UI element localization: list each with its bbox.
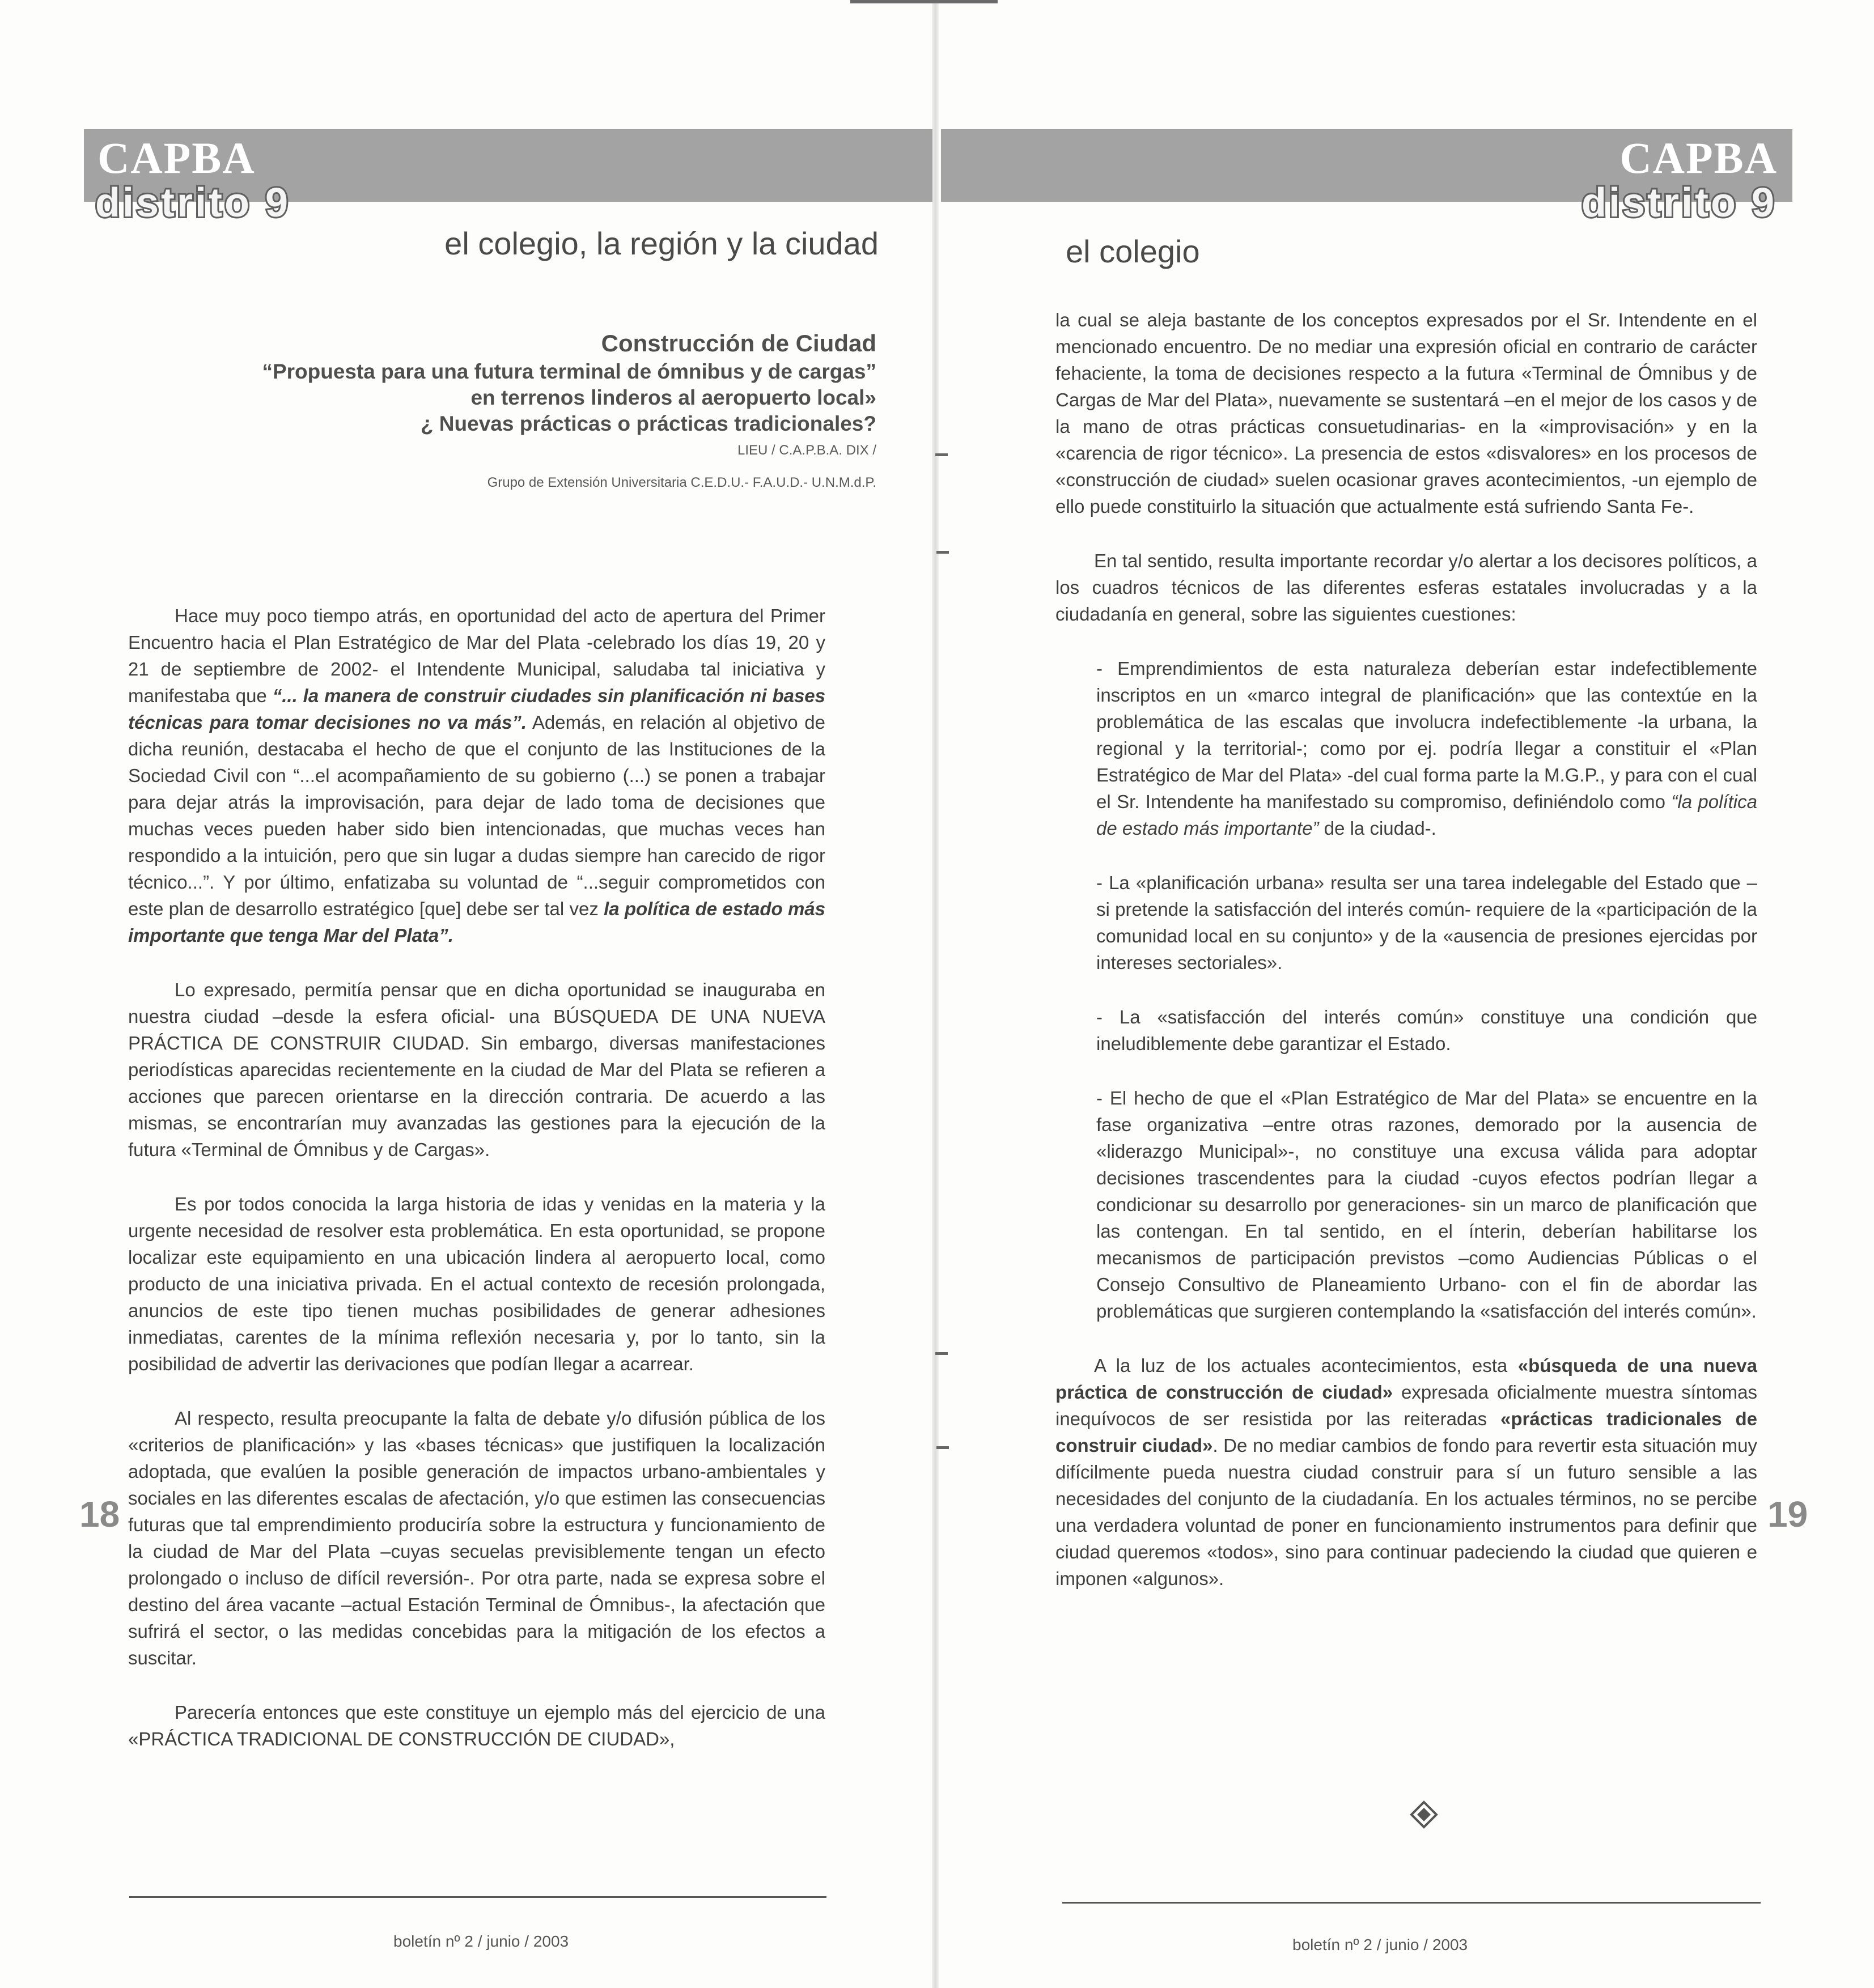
capba-emblem-icon (1409, 1800, 1439, 1829)
paragraph: A la luz de los actuales acontecimientos, esta «búsqueda de una nueva práctica de construcción de ciudad» expresada oficialmente muestra síntomas inequívocos de ser resistida por las reiteradas «prácticas tradicionales de construir ciudad». De no mediar cambios de fondo para revertir esta situación muy difícilmente pueda nuestra ciudad construir para sí un futuro sensible a las necesidades del conjunto de la ciudadanía. En los actuales términos, no se percibe una verdadera voluntad de poner en funcionamiento instrumentos para definir que ciudad queremos «todos», sino para continuar padeciendo la ciudad que quieren e imponen «algunos». (1055, 1355, 1758, 1589)
paragraph: Parecería entonces que este constituye un ejemplo más del ejercicio de una «PRÁCTICA TRADICIONAL DE CONSTRUCCIÓN DE CIUDAD», (128, 1702, 825, 1749)
list-item: - La «satisfacción del interés común» constituye una condición que ineludiblemente debe garantizar el Estado. (1096, 1006, 1757, 1054)
left-body (128, 602, 825, 1780)
article-title: Construcción de Ciudad (601, 330, 876, 356)
page-gutter (932, 0, 939, 1988)
page-number-left: 18 (79, 1494, 120, 1535)
paragraph: Hace muy poco tiempo atrás, en oportunidad del acto de apertura del Primer Encuentro hacia el Plan Estratégico de Mar del Plata -celebrado los días 19, 20 y 21 de septiembre de 2002- el Intendente Municipal, saludaba tal iniciativa y manifestaba que “... la manera de construir ciudades sin planificación ni bases técnicas para tomar decisiones no va más”. Además, en relación al objetivo de dicha reunión, destacaba el hecho de que el conjunto de las Instituciones de la Sociedad Civil con “...el acompañamiento de su gobierno (...) se ponen a trabajar para dejar atrás la improvisación, para dejar de lado toma de decisiones que muchas veces pueden haber sido bien intencionadas, que muchas veces han respondido a la intuición, pero que sin lugar a dudas siempre han carecido de rigor técnico...”. Y por último, enfatizaba su voluntad de “...seguir comprometidos con este plan de desarrollo estratégico [que] debe ser tal vez la política de estado más importante que tenga Mar del Plata”. (128, 605, 826, 946)
right-footer-rule (1062, 1902, 1761, 1904)
left-section-title: el colegio, la región y la ciudad (444, 226, 879, 261)
paragraph: Es por todos conocida la larga historia de idas y venidas en la materia y la urgente necesidad de resolver esta problemática. En esta oportunidad, se propone localizar este equipamiento en una ubicación lindera al aeropuerto local, como producto de una iniciativa privada. En el actual contexto de recesión prolongada, anuncios de este tipo tienen muchas posibilidades de generar adhesiones inmediatas, carentes de la mínima reflexión necesaria y, por lo tanto, sin la posibilidad de advertir las derivaciones que podían llegar a acarrear. (128, 1193, 825, 1374)
left-logo-district: distrito 9 (95, 180, 291, 226)
right-footer: boletín nº 2 / junio / 2003 (1292, 1936, 1468, 1953)
binding-mark (935, 1352, 948, 1355)
left-footer: boletín nº 2 / junio / 2003 (393, 1932, 569, 1950)
paragraph: Lo expresado, permitía pensar que en dicha oportunidad se inauguraba en nuestra ciudad –desde la esfera oficial- una BÚSQUEDA DE UNA NUEVA PRÁCTICA DE CONSTRUIR CIUDAD. Sin embargo, diversas manifestaciones periodísticas aparecidas recientemente en la ciudad de Mar del Plata se refieren a acciones que parecen orientarse en la dirección contraria. De acuerdo a las mismas, se encontrarían muy avanzadas las gestiones para la ejecución de la futura «Terminal de Ómnibus y de Cargas». (128, 979, 825, 1160)
top-edge-shadow (850, 0, 998, 3)
paragraph: Al respecto, resulta preocupante la falta de debate y/o difusión pública de los «criterios de planificación» y las «bases técnicas» que justifiquen la localización adoptada, que evalúen la posible generación de impactos urbano-ambientales y sociales en las diferentes escalas de afectación, y/o que estimen las consecuencias futuras que tal emprendimiento produciría sobre la estructura y funcionamiento de la ciudad de Mar del Plata –cuyas secuelas previsiblemente tengan un efecto prolongado o incluso de difícil reversión-. Por otra parte, nada se expresa sobre el destino del área vacante –actual Estación Terminal de Ómnibus-, la afectación que sufrirá el sector, o las medidas concebidas para la mitigación de los efectos a suscitar. (128, 1408, 825, 1668)
right-body (1055, 307, 1757, 1620)
article-header (139, 329, 876, 491)
article-group: Grupo de Extensión Universitaria C.E.D.U.- F.A.U.D.- U.N.M.d.P. (487, 475, 876, 491)
binding-mark (936, 551, 949, 554)
article-subtitle-3: ¿ Nuevas prácticas o prácticas tradicionales? (420, 412, 876, 435)
left-footer-rule (129, 1896, 826, 1898)
right-logo-district: distrito 9 (1581, 180, 1777, 226)
list-item: - La «planificación urbana» resulta ser una tarea indelegable del Estado que –si pretende la satisfacción del interés común- requiere de la «participación de la comunidad local en su conjunto» y de la «ausencia de presiones ejercidas por intereses sectoriales». (1096, 872, 1757, 973)
article-subtitle-2: en terrenos linderos al aeropuerto local» (470, 385, 876, 409)
list-item: - El hecho de que el «Plan Estratégico de Mar del Plata» se encuentre en la fase organizativa –entre otras razones, demorado por la ausencia de «liderazgo Municipal»-, no constituye una excusa válida para adoptar decisiones trascendentes para la ciudad -cuyos efectos podrían llegar a condicionar su desarrollo por generaciones- sin un marco de planificación que las contengan. En tal sentido, en el ínterin, deberían habilitarse los mecanismos de participación previstos –como Audiencias Públicas o el Consejo Consultivo de Planeamiento Urbano- con el fin de abordar las problemáticas que surgieren contemplando la «satisfacción del interés común». (1096, 1088, 1757, 1322)
article-authors: LIEU / C.A.P.B.A. DIX / (737, 443, 876, 458)
page-number-right: 19 (1767, 1494, 1808, 1535)
article-subtitle-1: “Propuesta para una futura terminal de ómnibus y de cargas” (262, 359, 876, 383)
left-logo: CAPBA (97, 133, 256, 182)
list-item: - Emprendimientos de esta naturaleza deberían estar indefectiblemente inscriptos en un «marco integral de planificación» que las contextúe en la problemática de las escalas que involucra indefectiblemente -la urbana, la regional y la territorial-; como por ej. podría llegar a constituir el «Plan Estratégico de Mar del Plata» -del cual forma parte la M.G.P., y para con el cual el Sr. Intendente ha manifestado su compromiso, definiéndolo como “la política de estado más importante” de la ciudad-. (1096, 658, 1757, 839)
right-logo: CAPBA (1619, 133, 1778, 182)
binding-mark (936, 1446, 949, 1449)
paragraph: la cual se aleja bastante de los conceptos expresados por el Sr. Intendente en el mencionado encuentro. De no mediar una expresión oficial en contrario de carácter fehaciente, la toma de decisiones respecto a la futura «Terminal de Ómnibus y de Cargas de Mar del Plata», nuevamente se sustentará –en el mejor de los casos y de la mano de otras prácticas consuetudinarias- en la «improvisación» y en la «carencia de rigor técnico». La presencia de estos «disvalores» en los procesos de «construcción de ciudad» suelen ocasionar graves acontecimientos, -un ejemplo de ello puede constituirlo la situación que actualmente está sufriendo Santa Fe-. (1055, 309, 1757, 517)
right-section-title: el colegio (1066, 233, 1200, 269)
paragraph: En tal sentido, resulta importante recordar y/o alertar a los decisores políticos, a los cuadros técnicos de las diferentes esferas estatales involucradas y a la ciudadanía en general, sobre las siguientes cuestiones: (1055, 550, 1757, 625)
binding-mark (935, 453, 948, 456)
